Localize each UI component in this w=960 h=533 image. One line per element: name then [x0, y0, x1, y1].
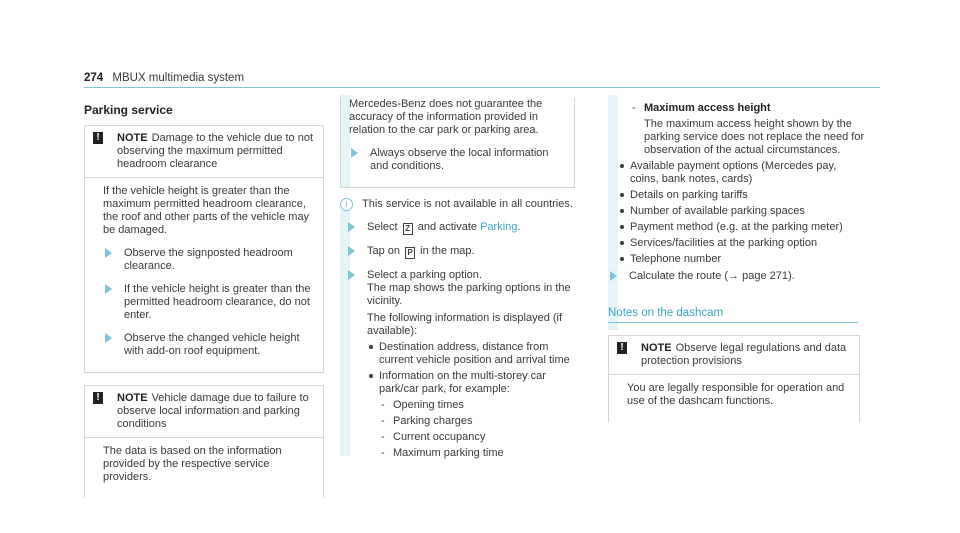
- note-box-local-info: [84, 385, 324, 498]
- step-text: Select: [367, 221, 398, 233]
- step-text: Calculate the route (: [629, 270, 729, 282]
- step-arrow-icon: [105, 333, 112, 343]
- note-box-headroom: [84, 125, 324, 373]
- note-headline: Observe legal regulations and data protection provisions: [641, 342, 847, 367]
- dash-list: [367, 399, 585, 460]
- list-item: Services/facilities at the parking option: [618, 237, 868, 250]
- note-label: NOTE: [641, 342, 672, 354]
- dash-title: Maximum access height: [644, 102, 771, 114]
- page-ref-arrow-icon: →: [728, 270, 740, 282]
- list-item: - Current occupancy: [379, 431, 585, 444]
- list-item: Telephone number: [618, 253, 868, 266]
- list-item: Payment method (e.g. at the parking meter): [618, 221, 868, 234]
- step-description: The following information is displayed (if available):: [367, 312, 563, 337]
- step-text: .: [517, 221, 521, 233]
- note-label: NOTE: [117, 132, 148, 144]
- note-body: You are legally responsible for operation and use of the dashcam functions.: [627, 382, 845, 407]
- section-title: Parking service: [84, 103, 173, 117]
- note-headline: Vehicle damage due to failure to observe local information and parking conditions: [117, 392, 309, 430]
- step-text: Tap on: [367, 245, 401, 257]
- note-continuation: [340, 98, 575, 188]
- list-item: Information on the multi-storey car park/car park, for example:: [367, 370, 585, 396]
- page-reference[interactable]: page 271).: [742, 270, 795, 282]
- step-arrow-icon: [351, 148, 358, 158]
- list-item: [630, 102, 868, 157]
- step-calculate-route: [629, 270, 795, 283]
- column-2: [340, 96, 585, 469]
- step-title: Select a parking option.: [367, 269, 482, 281]
- page-header: [84, 72, 244, 85]
- step-text: in the map.: [420, 245, 475, 257]
- page-header-title: MBUX multimedia system: [112, 72, 245, 84]
- step-description: The map shows the parking options in the vicinity.: [367, 282, 571, 307]
- list-item: Number of available parking spaces: [618, 205, 868, 218]
- note-body: If the vehicle height is greater than the maximum permitted headroom clearance, the roof and other parts of the vehicle may be damaged.: [103, 185, 310, 236]
- note-headline: Damage to the vehicle due to not observing the maximum permitted headroom clearance: [117, 132, 314, 170]
- header-rule: [84, 87, 880, 88]
- dash-list: [630, 102, 868, 157]
- warning-icon: !: [93, 392, 103, 404]
- page-number: 274: [84, 72, 104, 84]
- step-text: Observe the changed vehicle height with add-on roof equipment.: [124, 332, 300, 357]
- note-body: The data is based on the information provided by the respective service providers.: [103, 445, 282, 483]
- list-item: - Opening times: [379, 399, 585, 412]
- dashcam-section-title: Notes on the dashcam: [608, 307, 858, 323]
- step-arrow-icon: [348, 270, 355, 280]
- note-label: NOTE: [117, 392, 148, 404]
- warning-icon: !: [617, 342, 627, 354]
- list-item: Available payment options (Mercedes pay, coins, bank notes, cards): [618, 160, 868, 186]
- step-arrow-icon: [348, 246, 355, 256]
- column-1: [84, 96, 324, 498]
- info-text: This service is not available in all countries.: [362, 198, 573, 210]
- info-list: [367, 341, 585, 396]
- step-arrow-icon: [105, 248, 112, 258]
- settings-icon: Z: [403, 223, 413, 235]
- step-select-parking: [367, 221, 520, 235]
- list-item: Destination address, distance from current vehicle position and arrival time: [367, 341, 585, 367]
- step-text: Observe the signposted headroom clearance.: [124, 247, 293, 272]
- info-list: [618, 160, 868, 266]
- step-text: and activate: [417, 221, 478, 233]
- list-item: - Maximum parking time: [379, 447, 585, 460]
- step-tap-p: [367, 245, 475, 259]
- list-item: - Parking charges: [379, 415, 585, 428]
- warning-icon: !: [93, 132, 103, 144]
- step-arrow-icon: [610, 271, 617, 281]
- continuation-text: Mercedes-Benz does not guarantee the accuracy of the information provided in relation to the car park or parking area.: [349, 98, 543, 136]
- parking-p-icon: P: [405, 247, 415, 259]
- info-icon: i: [340, 198, 353, 211]
- column-3: [608, 96, 868, 422]
- dash-text: The maximum access height shown by the parking service does not replace the need for observation of the actual circumstances.: [644, 118, 865, 156]
- step-arrow-icon: [348, 222, 355, 232]
- step-text: If the vehicle height is greater than the permitted headroom clearance, do not enter.: [124, 283, 311, 321]
- step-text: Always observe the local information and conditions.: [370, 147, 549, 172]
- note-box-dashcam: [608, 335, 860, 422]
- list-item: Details on parking tariffs: [618, 189, 868, 202]
- parking-link[interactable]: Parking: [480, 221, 518, 233]
- step-arrow-icon: [105, 284, 112, 294]
